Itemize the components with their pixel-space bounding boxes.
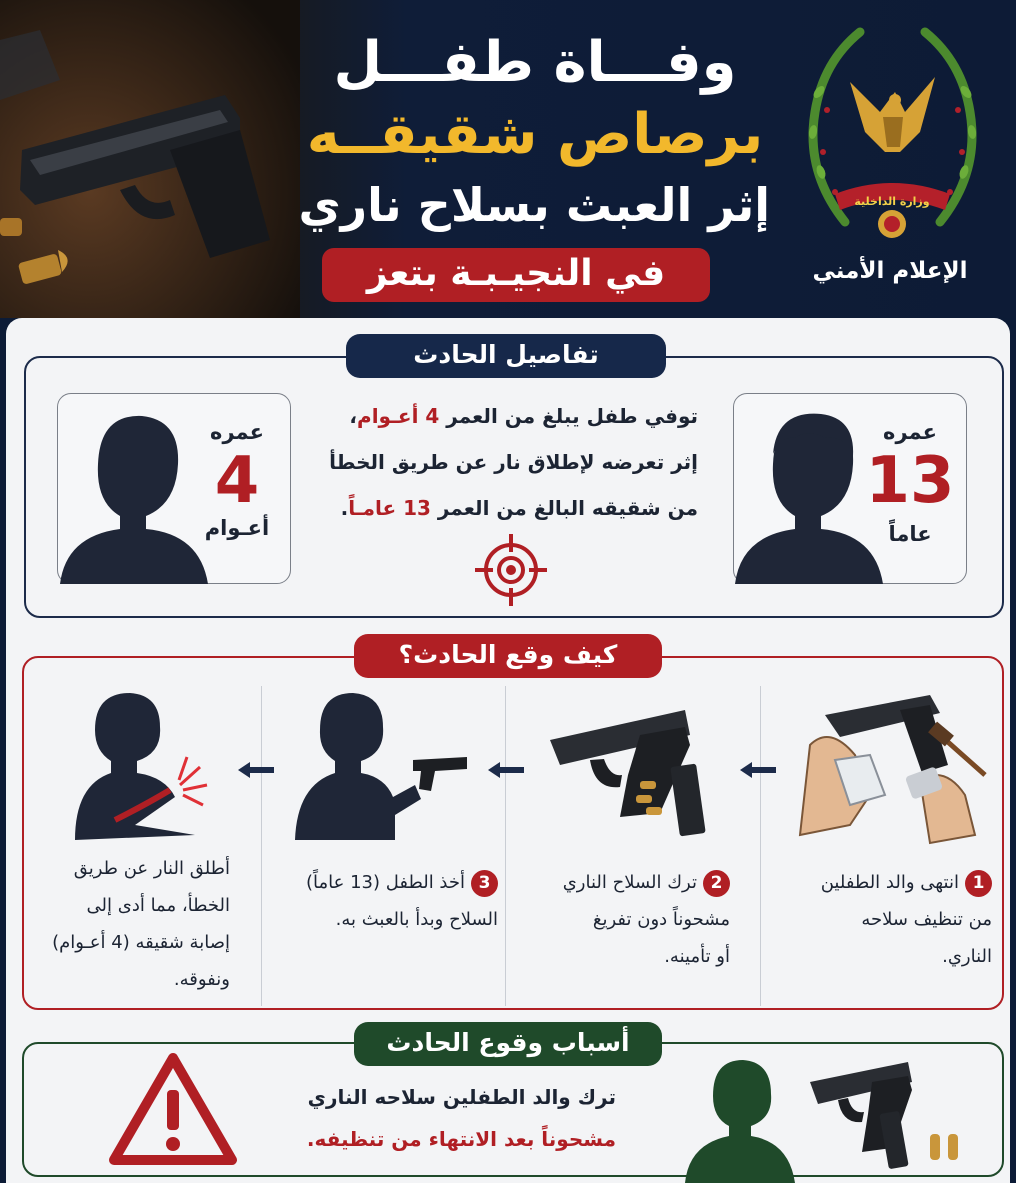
arrow-left-icon [738,760,778,780]
person-silhouette-icon [685,1054,795,1183]
details-line-3: من شقيقه البالغ من العمر 13 عامـاً. [340,496,698,520]
younger-age-label: عمره [210,420,264,444]
pistol-with-magazine-icon [800,1052,980,1170]
step-1-line: من تنظيف سلاحه [861,909,992,930]
pistol-photo [0,0,300,318]
step-2-line: 2ترك السلاح الناري [563,864,730,901]
arrow-left-icon [236,760,276,780]
details-title: تفاصيل الحادث [346,334,666,378]
location-pill: في النجيـبـة بتعز [322,248,710,302]
gun-cleaning-illustration [780,685,990,845]
step-3-text [306,864,498,938]
how-title: كيف وقع الحادث؟ [354,634,662,678]
step-number-badge: 1 [965,870,992,897]
details-line-1: توفي طفل يبلغ من العمر 4 أعـوام، [349,404,698,428]
org-label: الإعلام الأمني [812,258,968,284]
step-number-badge: 3 [471,870,498,897]
step-4-text [52,850,230,998]
older-age-unit: عاماً [888,522,932,546]
child-silhouette-icon [60,404,210,584]
step-number-badge: 2 [703,870,730,897]
step-1-text [821,864,992,975]
step-4-line: إصابة شقيقه (4 أعـوام) [52,932,230,953]
details-line-2: إثر تعرضه لإطلاق نار عن طريق الخطأ [329,450,698,474]
emblem-text: وزارة الداخلية [854,195,930,208]
step-3-line: السلاح وبدأ بالعبث به. [335,909,498,930]
step-4-line: الخطأ، مما أدى إلى [86,895,230,916]
older-age-number: 13 [865,444,955,518]
title-line-2: برصاص شقيقــه [306,102,764,167]
arrow-left-icon [486,760,526,780]
step-2-line: أو تأمينه. [664,946,730,967]
causes-line-2: مشحوناً بعد الانتهاء من تنظيفه. [306,1127,616,1151]
loaded-gun-illustration [540,695,740,845]
header-banner [0,0,1016,318]
title-line-3: إثر العبث بسلاح ناري [298,178,770,232]
child-silhouette-icon [735,404,885,584]
causes-title: أسباب وقوع الحادث [354,1022,662,1066]
step-4-line: ونفوقه. [173,969,230,990]
step-1-line: 1انتهى والد الطفلين [821,864,992,901]
step-divider [261,686,262,1006]
causes-line-1: ترك والد الطفلين سلاحه الناري [307,1085,616,1109]
younger-age-unit: أعـوام [204,516,270,540]
child-with-gun-illustration [295,685,475,840]
ministry-emblem [805,22,980,247]
warning-icon [108,1052,238,1166]
injured-child-illustration [75,685,225,840]
step-divider [760,686,761,1006]
step-4-line: أطلق النار عن طريق [73,858,230,879]
crosshair-icon [473,532,549,608]
step-3-line: 3أخذ الطفل (13 عاماً) [306,864,498,901]
younger-age-number: 4 [214,444,260,518]
step-2-text [563,864,730,975]
step-divider [505,686,506,1006]
step-2-line: مشحوناً دون تفريغ [592,909,730,930]
step-1-line: الناري. [942,946,992,967]
title-line-1: وفـــاة طفـــل [333,30,737,95]
older-age-label: عمره [883,420,937,444]
